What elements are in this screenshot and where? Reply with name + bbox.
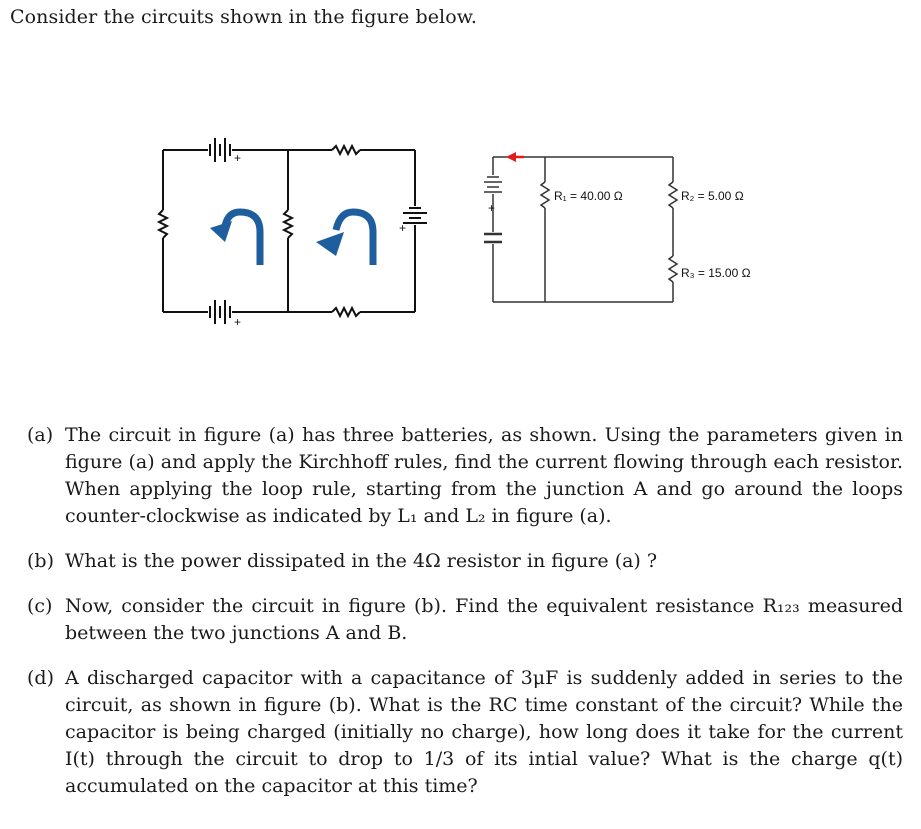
battery-right-icon: [403, 208, 427, 223]
circuit-figures: [140, 120, 800, 340]
question-c: [27, 593, 903, 647]
question-text: What is the power dissipated in the 4Ω resistor in figure (a) ?: [65, 550, 658, 572]
battery-bottom-icon: [210, 300, 230, 324]
current-arrow-icon: [506, 152, 524, 162]
question-label: (c): [27, 595, 53, 617]
question-a: [27, 422, 903, 530]
battery-top-icon: [210, 138, 230, 162]
plus-sign-icon: +: [399, 221, 407, 235]
plus-sign-icon: +: [234, 315, 242, 329]
figure-b: [484, 157, 677, 302]
circuit-figures-svg: [140, 120, 800, 340]
question-label: (b): [27, 550, 54, 572]
resistor-middle-icon: [284, 210, 292, 238]
question-d: [27, 665, 903, 800]
plus-sign-icon: +: [488, 201, 496, 215]
r2-label: R₂ = 5.00 Ω: [681, 189, 744, 203]
resistor-r2-icon: [669, 182, 677, 208]
r3-label: R₃ = 15.00 Ω: [681, 266, 751, 280]
intro-text: Consider the circuits shown in the figure below.: [10, 6, 478, 28]
resistor-bottom-right-icon: [332, 308, 360, 316]
resistor-top-right-icon: [332, 146, 360, 154]
r1-label: R₁ = 40.00 Ω: [554, 189, 623, 203]
question-b: [27, 548, 903, 575]
loop-arrow-left-icon: [210, 212, 260, 265]
resistor-r1-icon: [541, 182, 549, 208]
question-label: (a): [27, 424, 54, 446]
capacitor-icon: [484, 234, 502, 242]
question-text: Now, consider the circuit in figure (b). Find the equivalent resistance R₁₂₃ measured between the two junctions A and B.: [65, 595, 903, 644]
loop-arrow-right-icon: [316, 212, 373, 265]
plus-sign-icon: +: [234, 151, 242, 165]
resistor-left-icon: [159, 210, 167, 238]
question-text: The circuit in figure (a) has three batteries, as shown. Using the parameters given in figure (a) and apply the Kirchhoff rules, find the current flowing through each resistor. When applying the loop rule, starting from the junction A and go around the loops counter-clockwise as indicated by L₁ and L₂ in figure (a).: [65, 424, 903, 527]
figure-a: [159, 138, 427, 324]
question-label: (d): [27, 667, 54, 689]
questions-list: [27, 422, 903, 818]
resistor-r3-icon: [669, 256, 677, 282]
battery-b-icon: [484, 177, 502, 192]
question-text: A discharged capacitor with a capacitance of 3μF is suddenly added in series to the circuit, as shown in figure (b). What is the RC time constant of the circuit? While the capacitor is being charged (initially no charge), how long does it take for the current I(t) through the circuit to drop to 1/3 of its intial value? What is the charge q(t) accumulated on the capacitor at this time?: [65, 667, 903, 797]
